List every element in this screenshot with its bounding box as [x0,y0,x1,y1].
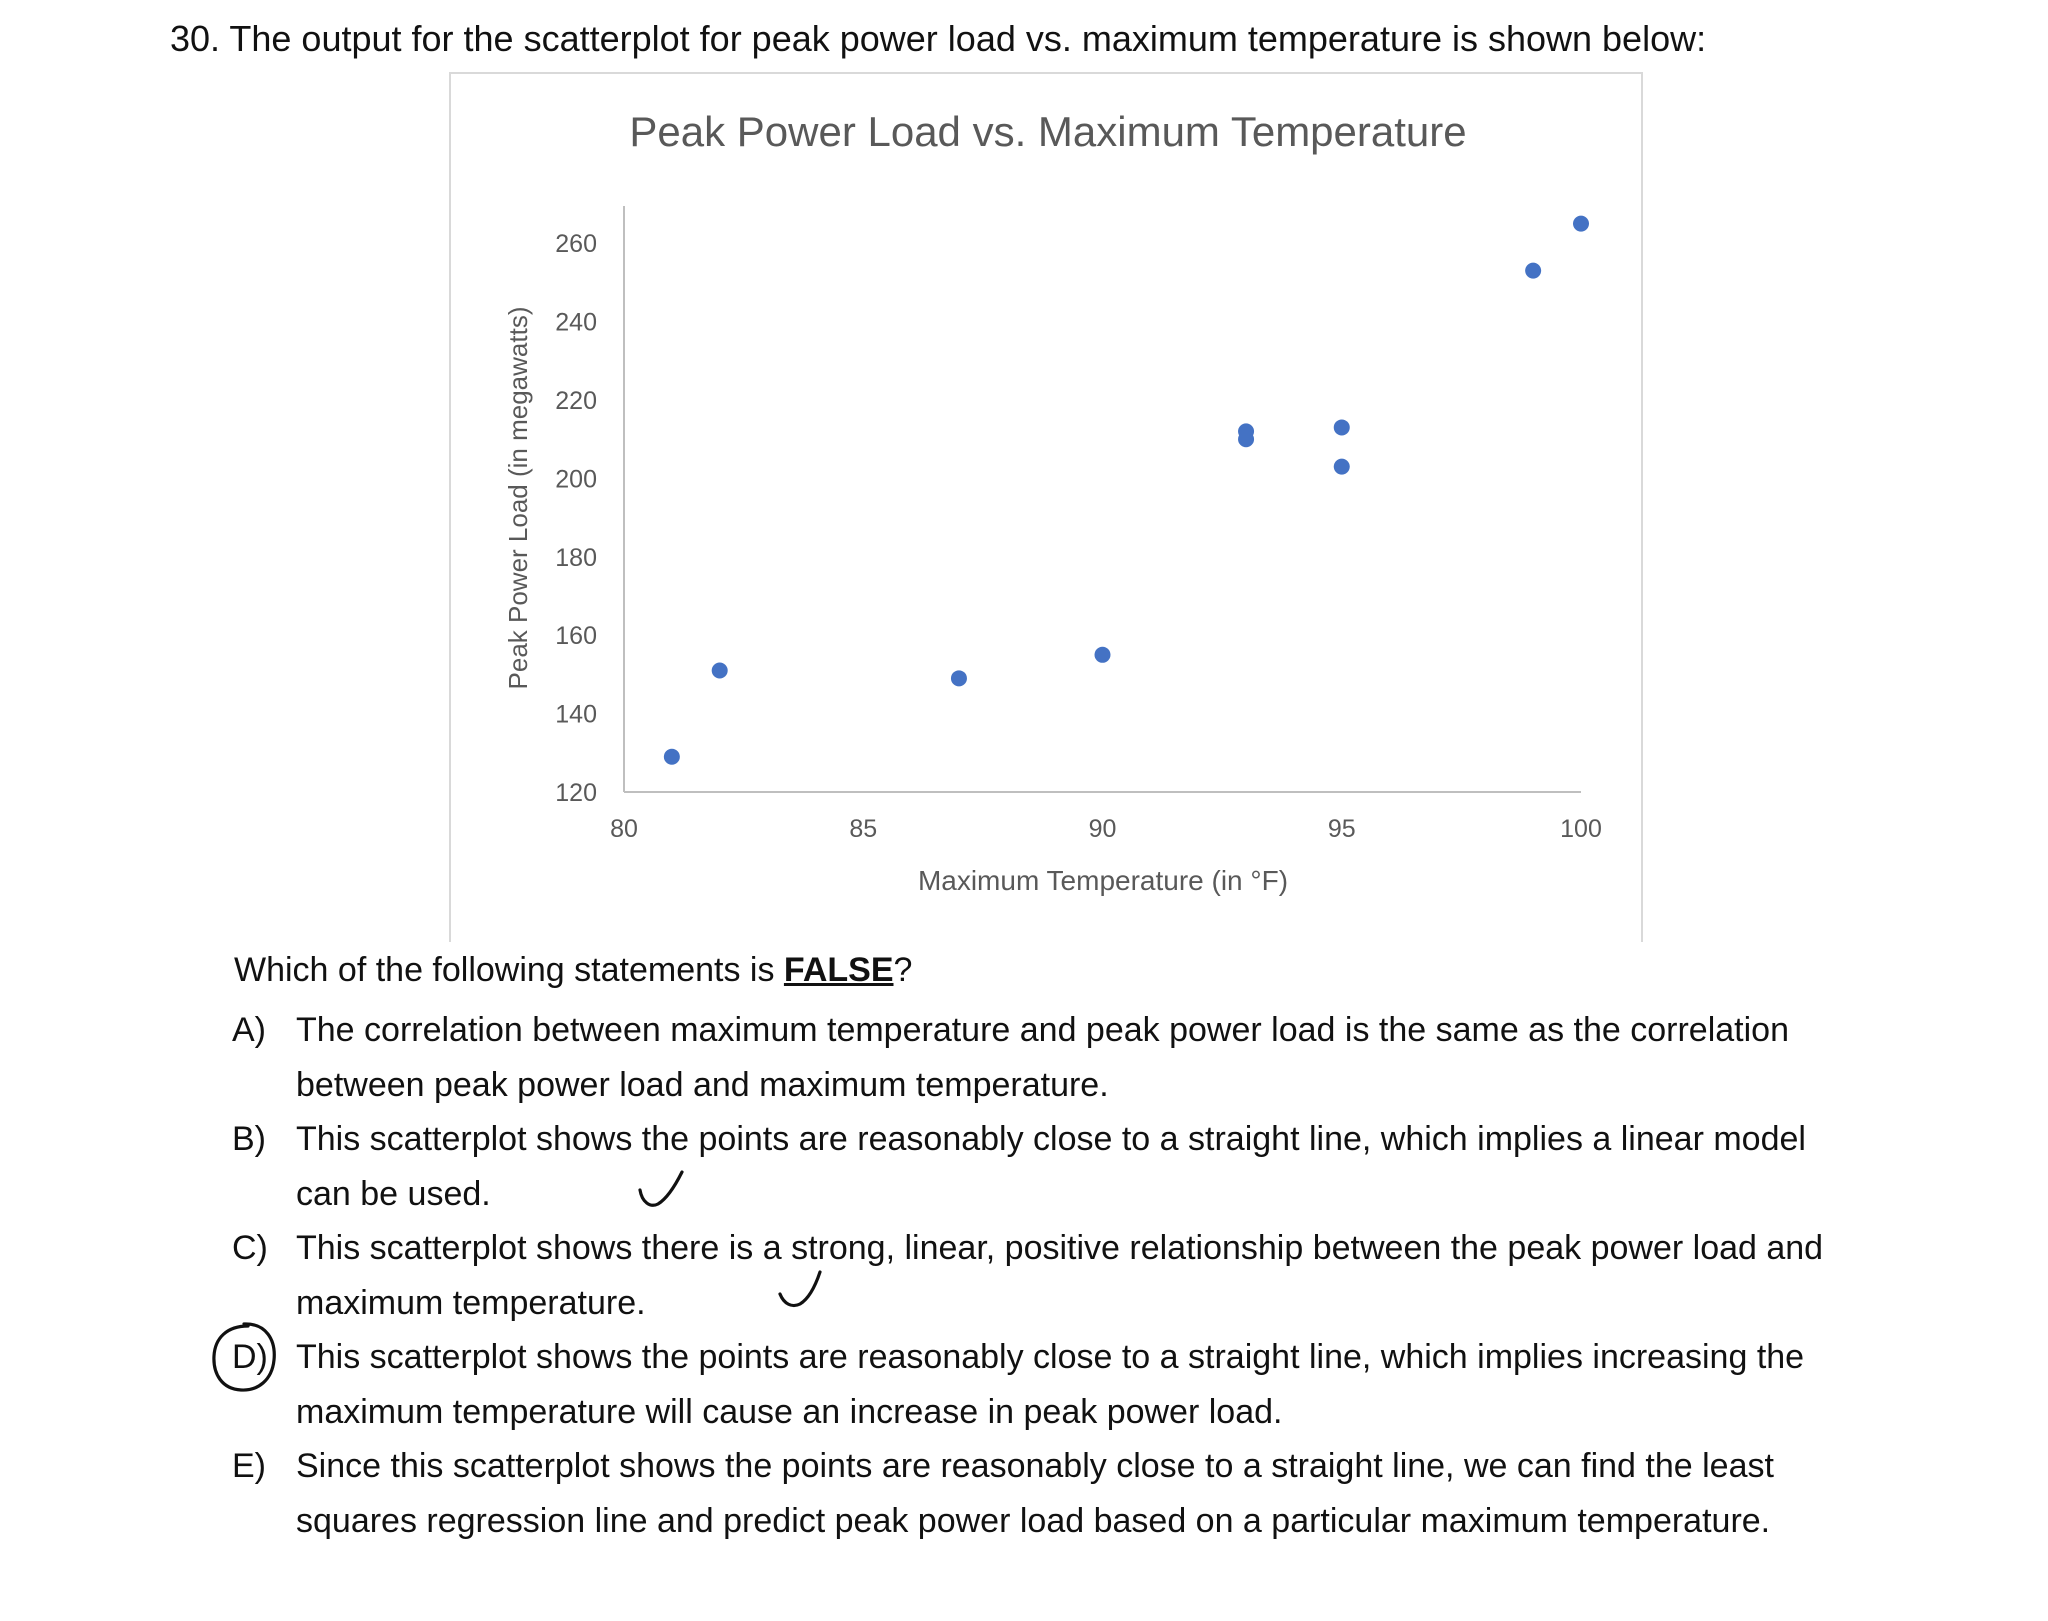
data-point [1334,419,1350,435]
question-title: 30. The output for the scatterplot for peak power load vs. maximum temperature is shown below: [170,18,1707,59]
option-b[interactable] [232,1112,1872,1221]
data-point [1095,647,1111,663]
circle-mark-icon [208,1318,280,1396]
data-point [712,662,728,678]
y-tick-label: 200 [555,465,597,494]
prompt-end: ? [893,951,913,989]
y-tick-label: 240 [555,308,597,337]
x-tick-label: 100 [1560,815,1602,843]
data-point [1334,459,1350,475]
option-letter: C) [232,1229,268,1267]
x-tick-label: 85 [849,815,878,843]
data-point [1525,263,1541,279]
prompt-emphasis: FALSE [783,951,894,989]
y-tick-label: 140 [555,700,597,729]
option-d[interactable] [232,1330,1872,1439]
y-tick-label: 260 [555,230,597,259]
x-tick-label: 80 [610,815,638,843]
option-text: The correlation between maximum temperature and peak power load is the same as the correlation between peak power load and maximum temperature. [296,1011,1789,1104]
y-tick-label: 160 [555,622,597,651]
prompt-text: Which of the following statements is [234,951,784,989]
option-text: This scatterplot shows there is a strong, linear, positive relationship between the peak power load and maximum temperature. [296,1229,1824,1322]
x-axis-title: Maximum Temperature (in °F) [917,865,1289,896]
option-e[interactable] [232,1439,1872,1548]
option-text: This scatterplot shows the points are reasonably close to a straight line, which implies a linear model can be used. [296,1120,1806,1213]
chart-area [449,72,1643,942]
option-letter: E) [232,1447,266,1485]
y-axis-title: Peak Power Load (in megawatts) [503,306,533,690]
data-point [1573,216,1589,232]
option-text: Since this scatterplot shows the points are reasonably close to a straight line, we can find the least squares regression line and predict peak power load based on a particular maximum temperature. [296,1447,1774,1540]
data-point [951,670,967,686]
y-tick-label: 120 [555,779,597,807]
option-letter: A) [232,1011,266,1049]
option-text: This scatterplot shows the points are reasonably close to a straight line, which implies increasing the maximum temperature will cause an increase in peak power load. [296,1338,1805,1431]
scatter-chart [451,74,1645,944]
option-c[interactable] [232,1221,1872,1330]
x-tick-label: 95 [1327,815,1356,843]
x-tick-label: 90 [1088,815,1117,843]
chart-title: Peak Power Load vs. Maximum Temperature [629,108,1467,155]
option-letter: B) [232,1120,266,1158]
y-tick-label: 180 [555,543,597,572]
check-mark-icon [776,1270,826,1316]
option-letter: D) [232,1338,268,1376]
question-prompt [234,951,912,990]
data-point [664,749,680,765]
data-point [1238,431,1254,447]
option-a[interactable] [232,1003,1872,1112]
y-tick-label: 220 [555,387,597,415]
check-mark-icon [636,1168,686,1214]
